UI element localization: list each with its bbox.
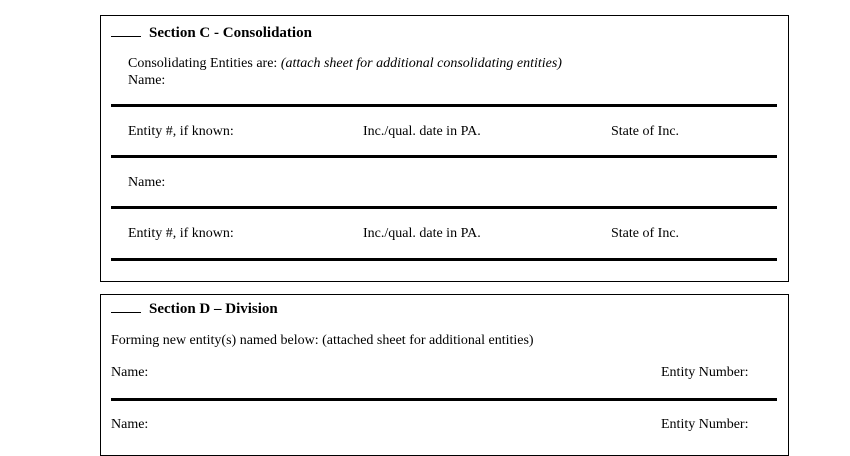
- state-of-inc-field-1[interactable]: [686, 134, 776, 154]
- section-d-heading: [111, 300, 278, 318]
- entity-number-field-2[interactable]: [241, 236, 351, 256]
- state-of-inc-label-2: State of Inc.: [611, 226, 680, 241]
- name-field-1[interactable]: [181, 84, 771, 104]
- attach-sheet-note: (attach sheet for additional consolidating entities): [280, 56, 562, 71]
- entity-number-label-2: Entity #, if known:: [128, 226, 234, 241]
- section-d-checkbox-blank[interactable]: [111, 300, 141, 313]
- divider: [111, 398, 777, 401]
- name-label-2: Name:: [128, 175, 166, 190]
- incqual-date-label-2: Inc./qual. date in PA.: [363, 226, 481, 241]
- incqual-date-label-1: Inc./qual. date in PA.: [363, 124, 481, 139]
- entity-number-label-1: Entity #, if known:: [128, 124, 234, 139]
- consolidating-entities-label: Consolidating Entities are:: [128, 56, 278, 71]
- state-of-inc-field-2[interactable]: [686, 236, 776, 256]
- section-d-title: Section D – Division: [149, 301, 278, 317]
- divider: [111, 104, 777, 107]
- section-d-panel: [100, 294, 789, 456]
- section-d-intro: Forming new entity(s) named below: (attached sheet for additional entities): [111, 333, 534, 348]
- section-c-checkbox-blank[interactable]: [111, 24, 141, 37]
- division-name-label-1: Name:: [111, 365, 149, 380]
- name-label-1: Name:: [128, 73, 166, 88]
- state-of-inc-label-1: State of Inc.: [611, 124, 680, 139]
- divider: [111, 206, 777, 209]
- division-name-field-2[interactable]: [161, 427, 651, 447]
- division-name-label-2: Name:: [111, 417, 149, 432]
- incqual-date-field-2[interactable]: [486, 236, 606, 256]
- incqual-date-field-1[interactable]: [486, 134, 606, 154]
- section-c-heading: [111, 24, 312, 42]
- section-c-panel: [100, 15, 789, 282]
- division-name-field-1[interactable]: [161, 375, 651, 395]
- entity-number-field-d1[interactable]: [661, 379, 776, 399]
- entity-number-label-d2: Entity Number:: [661, 417, 749, 432]
- entity-number-field-1[interactable]: [241, 134, 351, 154]
- section-c-title: Section C - Consolidation: [149, 25, 312, 41]
- entity-number-label-d1: Entity Number:: [661, 365, 749, 380]
- name-field-2[interactable]: [181, 184, 771, 204]
- divider: [111, 155, 777, 158]
- section-c-intro: [128, 56, 562, 72]
- divider: [111, 258, 777, 261]
